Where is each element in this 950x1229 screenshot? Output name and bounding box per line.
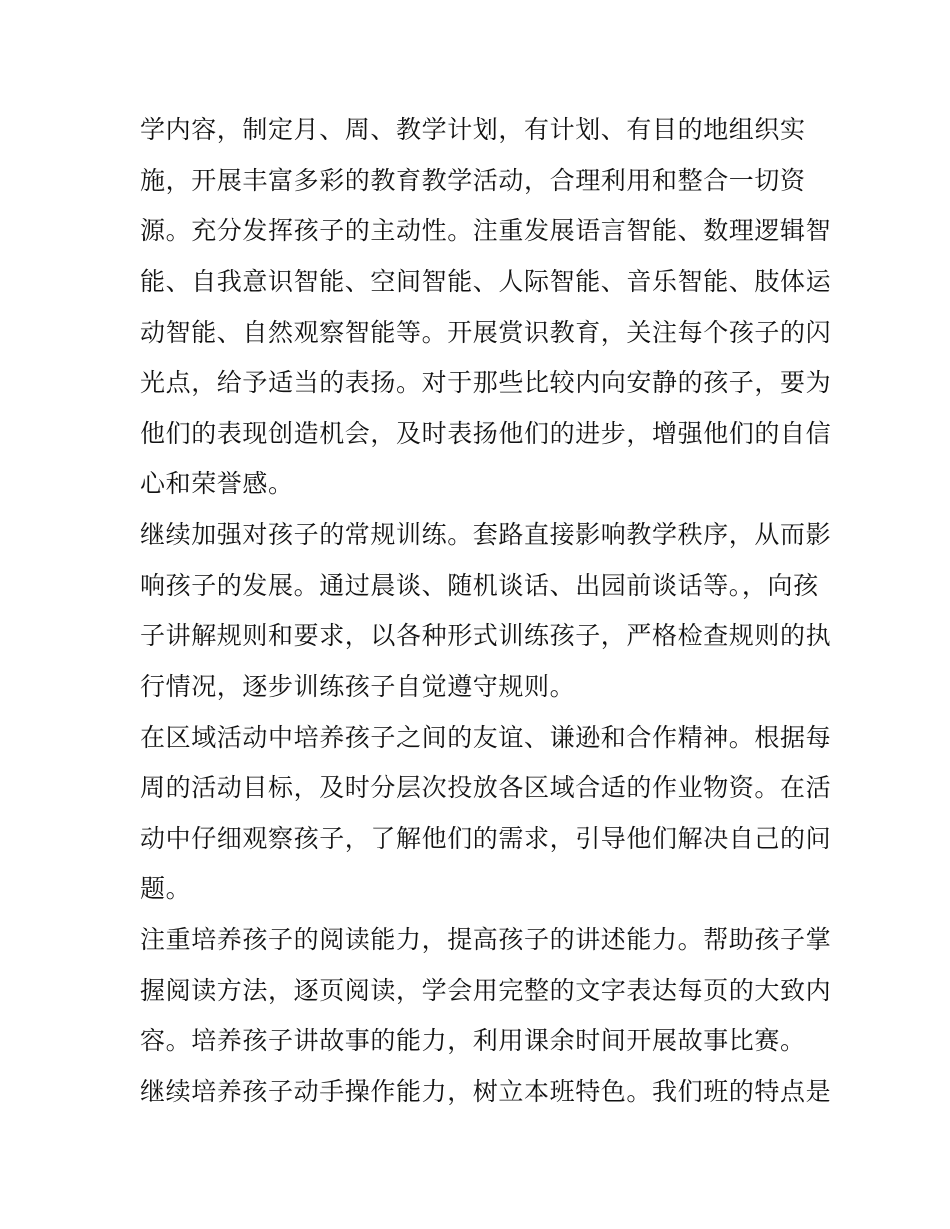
- text-line: 他们的表现创造机会，及时表扬他们的进步，增强他们的自信: [140, 419, 832, 448]
- text-line: 施，开展丰富多彩的教育教学活动，合理利用和整合一切资: [140, 166, 806, 195]
- text-line: 动智能、自然观察智能等。开展赏识教育，关注每个孩子的闪: [140, 318, 832, 347]
- text-line: 动中仔细观察孩子，了解他们的需求，引导他们解决自己的问: [140, 824, 832, 853]
- text-line: 源。充分发挥孩子的主动性。注重发展语言智能、数理逻辑智: [140, 216, 832, 245]
- text-line: 容。培养孩子讲故事的能力，利用课余时间开展故事比赛。: [140, 1026, 806, 1055]
- text-line: 子讲解规则和要求，以各种形式训练孩子，严格检查规则的执: [140, 621, 832, 650]
- text-line: 继续培养孩子动手操作能力，树立本班特色。我们班的特点是: [140, 1077, 832, 1106]
- text-line: 继续加强对孩子的常规训练。套路直接影响教学秩序，从而影: [140, 520, 832, 549]
- text-line: 学内容，制定月、周、教学计划，有计划、有目的地组织实: [140, 115, 806, 144]
- text-line: 行情况，逐步训练孩子自觉遵守规则。: [140, 672, 576, 701]
- text-line: 光点，给予适当的表扬。对于那些比较内向安静的孩子，要为: [140, 368, 832, 397]
- text-line: 响孩子的发展。通过晨谈、随机谈话、出园前谈话等。，向孩: [140, 571, 819, 600]
- text-line: 题。: [140, 874, 192, 903]
- text-line: 握阅读方法，逐页阅读，学会用完整的文字表达每页的大致内: [140, 976, 832, 1005]
- text-line: 注重培养孩子的阅读能力，提高孩子的讲述能力。帮助孩子掌: [140, 925, 832, 954]
- text-line: 能、自我意识智能、空间智能、人际智能、音乐智能、肢体运: [140, 267, 832, 296]
- text-line: 周的活动目标，及时分层次投放各区域合适的作业物资。在活: [140, 773, 832, 802]
- text-line: 在区域活动中培养孩子之间的友谊、谦逊和合作精神。根据每: [140, 723, 832, 752]
- text-line: 心和荣誉感。: [140, 469, 294, 498]
